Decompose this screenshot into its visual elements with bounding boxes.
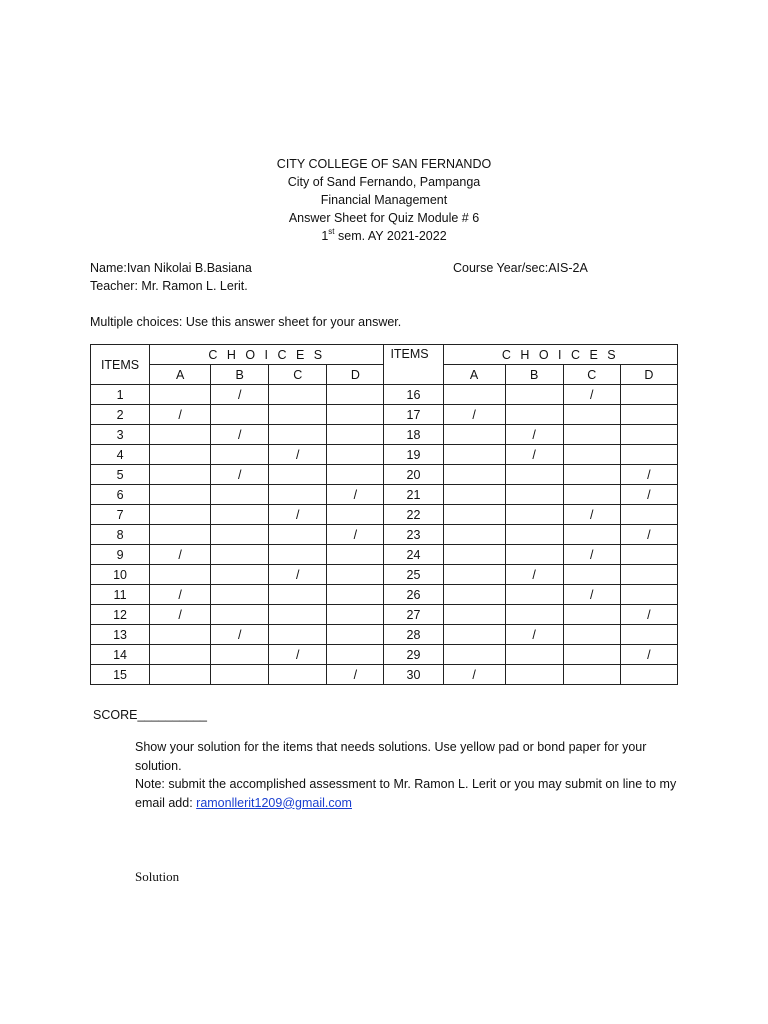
item-number: 29 (384, 645, 443, 665)
answer-mark: / (296, 567, 300, 582)
answer-mark: / (590, 587, 594, 602)
item-number: 16 (384, 385, 443, 405)
item-number: 19 (384, 445, 443, 465)
answer-mark: / (237, 627, 242, 642)
answer-cell-d[interactable] (327, 625, 384, 645)
item-number: 7 (91, 505, 150, 525)
answer-cell-d[interactable] (327, 465, 384, 485)
item-number: 26 (384, 585, 443, 605)
table-row (91, 385, 678, 405)
score-line: SCORE__________ (93, 708, 207, 722)
answer-cell-d[interactable] (327, 605, 384, 625)
table-row (91, 565, 678, 585)
answer-cell-c[interactable] (269, 425, 327, 445)
answer-cell-d[interactable] (620, 505, 677, 525)
item-number: 8 (91, 525, 150, 545)
answer-cell-d[interactable] (620, 605, 677, 625)
table-row (91, 425, 678, 445)
answer-cell-c[interactable] (269, 405, 327, 425)
answer-cell-a[interactable] (150, 485, 211, 505)
solution-instructions: Show your solution for the items that needs solutions. Use yellow pad or bond paper for your solution. (135, 740, 647, 773)
item-number: 9 (91, 545, 150, 565)
answer-cell-c[interactable] (269, 545, 327, 565)
answer-cell-a[interactable] (150, 565, 211, 585)
course-subject: Financial Management (320, 193, 448, 207)
answer-cell-d[interactable] (620, 585, 677, 605)
answer-cell-c[interactable] (563, 605, 620, 625)
solution-label: Solution (135, 869, 180, 884)
answer-cell-b[interactable] (211, 505, 269, 525)
answer-cell-a[interactable] (150, 505, 211, 525)
answer-cell-b[interactable] (211, 445, 269, 465)
document-header (0, 155, 768, 245)
answer-cell-a[interactable] (150, 425, 211, 445)
answer-cell-b[interactable] (505, 625, 563, 645)
table-row (91, 605, 678, 625)
answer-mark: / (178, 607, 182, 622)
answer-cell-d[interactable] (620, 425, 677, 445)
answer-mark: / (532, 627, 536, 642)
answer-cell-b[interactable] (211, 625, 269, 645)
answer-cell-a[interactable] (443, 385, 505, 405)
answer-cell-b[interactable] (505, 425, 563, 445)
answer-cell-d[interactable] (620, 485, 677, 505)
choice-letter: D (327, 365, 384, 385)
answer-mark: / (178, 547, 182, 562)
answer-cell-b[interactable] (505, 605, 563, 625)
answer-mark: / (178, 587, 182, 602)
answer-cell-c[interactable] (269, 645, 327, 665)
answer-cell-a[interactable] (443, 505, 505, 525)
answer-cell-d[interactable] (620, 665, 677, 685)
answer-cell-b[interactable] (505, 445, 563, 465)
table-header-row (91, 345, 678, 365)
answer-cell-b[interactable] (505, 465, 563, 485)
answer-cell-d[interactable] (620, 525, 677, 545)
answer-cell-a[interactable] (443, 645, 505, 665)
item-number: 23 (384, 525, 443, 545)
table-row (91, 665, 678, 685)
answer-cell-c[interactable] (269, 505, 327, 525)
answer-cell-d[interactable] (327, 565, 384, 585)
choice-letter: C (563, 365, 620, 385)
answer-cell-a[interactable] (443, 545, 505, 565)
item-number: 5 (91, 465, 150, 485)
answer-cell-d[interactable] (327, 525, 384, 545)
answer-cell-d[interactable] (620, 545, 677, 565)
answer-cell-c[interactable] (563, 405, 620, 425)
table-row (91, 465, 678, 485)
student-name: Name:Ivan Nikolai B.Basiana (90, 261, 252, 275)
item-number: 10 (91, 565, 150, 585)
teacher-name: Teacher: Mr. Ramon L. Lerit. (90, 279, 248, 293)
answer-cell-a[interactable] (150, 385, 211, 405)
answer-cell-a[interactable] (150, 465, 211, 485)
answer-mark: / (647, 487, 651, 502)
items-header-right: ITEMS (384, 345, 443, 385)
semester-year: sem. AY 2021-2022 (334, 229, 447, 243)
answer-cell-c[interactable] (269, 565, 327, 585)
answer-cell-a[interactable] (443, 485, 505, 505)
answer-mark: / (472, 407, 476, 422)
item-number: 20 (384, 465, 443, 485)
answer-mark: / (590, 547, 594, 562)
answer-cell-a[interactable] (443, 525, 505, 545)
answer-cell-b[interactable] (211, 665, 269, 685)
answer-cell-c[interactable] (269, 605, 327, 625)
answer-cell-d[interactable] (327, 405, 384, 425)
answer-cell-d[interactable] (327, 445, 384, 465)
answer-cell-d[interactable] (620, 405, 677, 425)
answer-cell-d[interactable] (327, 645, 384, 665)
items-header-left: ITEMS (91, 345, 150, 385)
answer-cell-c[interactable] (269, 385, 327, 405)
answer-cell-c[interactable] (269, 485, 327, 505)
answer-cell-c[interactable] (563, 665, 620, 685)
answer-mark: / (590, 507, 594, 522)
answer-cell-c[interactable] (563, 525, 620, 545)
answer-cell-d[interactable] (327, 385, 384, 405)
table-row (91, 405, 678, 425)
submission-note-text: Note: submit the accomplished assessment to Mr. Ramon L. Lerit or you may submit on line to my email add: (135, 777, 677, 810)
answer-cell-b[interactable] (505, 585, 563, 605)
answer-cell-a[interactable] (150, 405, 211, 425)
answer-cell-c[interactable] (563, 385, 620, 405)
answer-cell-c[interactable] (563, 545, 620, 565)
answer-cell-b[interactable] (211, 465, 269, 485)
answer-cell-a[interactable] (443, 425, 505, 445)
item-number: 18 (384, 425, 443, 445)
answer-cell-d[interactable] (620, 445, 677, 465)
item-number: 22 (384, 505, 443, 525)
answer-cell-d[interactable] (327, 665, 384, 685)
answer-cell-c[interactable] (563, 565, 620, 585)
answer-mark: / (532, 427, 536, 442)
answer-cell-d[interactable] (327, 505, 384, 525)
item-number: 25 (384, 565, 443, 585)
table-row (91, 525, 678, 545)
answer-cell-a[interactable] (443, 565, 505, 585)
answer-mark: / (532, 447, 536, 462)
answer-cell-d[interactable] (327, 485, 384, 505)
choice-letter: C (269, 365, 327, 385)
answer-cell-b[interactable] (505, 665, 563, 685)
answer-cell-c[interactable] (269, 465, 327, 485)
answer-cell-c[interactable] (269, 525, 327, 545)
answer-mark: / (472, 667, 476, 682)
answer-cell-b[interactable] (211, 565, 269, 585)
answer-cell-c[interactable] (563, 445, 620, 465)
answer-cell-c[interactable] (269, 625, 327, 645)
item-number: 12 (91, 605, 150, 625)
answer-cell-a[interactable] (150, 545, 211, 565)
answer-cell-b[interactable] (211, 585, 269, 605)
answer-cell-b[interactable] (211, 525, 269, 545)
answer-cell-c[interactable] (563, 505, 620, 525)
semester-ordinal: st (328, 226, 335, 236)
item-number: 2 (91, 405, 150, 425)
answer-cell-b[interactable] (505, 485, 563, 505)
choice-letter: A (443, 365, 505, 385)
submission-note (135, 775, 695, 812)
table-row (91, 625, 678, 645)
answer-cell-a[interactable] (443, 585, 505, 605)
answer-mark: / (296, 447, 300, 462)
answer-cell-c[interactable] (269, 665, 327, 685)
answer-mark: / (647, 527, 651, 542)
sheet-title: Answer Sheet for Quiz Module # 6 (288, 211, 480, 225)
answer-cell-a[interactable] (150, 525, 211, 545)
answer-mark: / (237, 427, 242, 442)
choice-letter: D (620, 365, 677, 385)
email-link[interactable]: ramonllerit1209@gmail.com (196, 795, 352, 810)
answer-cell-b[interactable] (505, 505, 563, 525)
table-row (91, 445, 678, 465)
answer-mark: / (178, 407, 182, 422)
college-address: City of Sand Fernando, Pampanga (287, 175, 481, 189)
item-number: 13 (91, 625, 150, 645)
answer-cell-a[interactable] (150, 665, 211, 685)
answer-cell-b[interactable] (505, 565, 563, 585)
answer-mark: / (647, 607, 651, 622)
answer-cell-b[interactable] (505, 525, 563, 545)
answer-cell-d[interactable] (620, 625, 677, 645)
answer-cell-d[interactable] (620, 385, 677, 405)
item-number: 6 (91, 485, 150, 505)
answer-mark: / (296, 647, 300, 662)
item-number: 21 (384, 485, 443, 505)
answer-cell-a[interactable] (443, 445, 505, 465)
answer-cell-d[interactable] (327, 585, 384, 605)
college-name: CITY COLLEGE OF SAN FERNANDO (276, 157, 492, 171)
item-number: 11 (91, 585, 150, 605)
answer-mark: / (532, 567, 536, 582)
answer-cell-c[interactable] (563, 625, 620, 645)
choice-letter: A (150, 365, 211, 385)
answer-cell-b[interactable] (505, 645, 563, 665)
answer-cell-c[interactable] (563, 485, 620, 505)
answer-mark: / (237, 387, 242, 402)
choices-header-right: C H O I C E S (443, 345, 677, 365)
answer-cell-b[interactable] (505, 545, 563, 565)
table-row (91, 645, 678, 665)
answer-cell-d[interactable] (327, 545, 384, 565)
answer-cell-a[interactable] (150, 445, 211, 465)
item-number: 30 (384, 665, 443, 685)
table-row (91, 545, 678, 565)
answer-cell-c[interactable] (269, 585, 327, 605)
course-year-section: Course Year/sec:AIS-2A (453, 261, 588, 275)
item-number: 24 (384, 545, 443, 565)
answer-cell-b[interactable] (211, 605, 269, 625)
answer-mark: / (353, 487, 358, 502)
answer-mark: / (353, 667, 358, 682)
table-row (91, 485, 678, 505)
answer-cell-a[interactable] (443, 405, 505, 425)
answer-mark: / (296, 507, 300, 522)
answer-cell-b[interactable] (211, 425, 269, 445)
answer-cell-a[interactable] (150, 605, 211, 625)
answer-mark: / (647, 467, 651, 482)
choice-letter: B (211, 365, 269, 385)
answer-mark: / (590, 387, 594, 402)
item-number: 15 (91, 665, 150, 685)
answer-cell-b[interactable] (211, 385, 269, 405)
answer-cell-c[interactable] (563, 645, 620, 665)
answer-cell-a[interactable] (150, 625, 211, 645)
item-number: 27 (384, 605, 443, 625)
item-number: 1 (91, 385, 150, 405)
answer-cell-a[interactable] (150, 645, 211, 665)
answer-cell-c[interactable] (563, 425, 620, 445)
answer-mark: / (353, 527, 358, 542)
semester-line (0, 227, 768, 245)
answer-cell-d[interactable] (620, 645, 677, 665)
answer-cell-a[interactable] (443, 625, 505, 645)
answer-cell-a[interactable] (150, 585, 211, 605)
answer-mark: / (237, 467, 242, 482)
answer-cell-a[interactable] (443, 465, 505, 485)
item-number: 17 (384, 405, 443, 425)
answer-cell-b[interactable] (211, 405, 269, 425)
item-number: 14 (91, 645, 150, 665)
item-number: 28 (384, 625, 443, 645)
answer-cell-c[interactable] (563, 465, 620, 485)
answer-mark: / (647, 647, 651, 662)
answer-cell-b[interactable] (505, 405, 563, 425)
semester-number: 1 (321, 229, 329, 243)
instructions: Multiple choices: Use this answer sheet for your answer. (90, 315, 402, 329)
answer-cell-d[interactable] (327, 425, 384, 445)
item-number: 4 (91, 445, 150, 465)
answer-cell-d[interactable] (620, 465, 677, 485)
answer-cell-b[interactable] (505, 385, 563, 405)
answer-cell-b[interactable] (211, 645, 269, 665)
answer-cell-d[interactable] (620, 565, 677, 585)
answer-cell-a[interactable] (443, 665, 505, 685)
table-row (91, 585, 678, 605)
choice-letter: B (505, 365, 563, 385)
answer-cell-a[interactable] (443, 605, 505, 625)
choices-header-left: C H O I C E S (150, 345, 384, 365)
answer-cell-b[interactable] (211, 485, 269, 505)
answer-table (90, 344, 678, 685)
answer-cell-b[interactable] (211, 545, 269, 565)
item-number: 3 (91, 425, 150, 445)
answer-cell-c[interactable] (269, 445, 327, 465)
table-row (91, 505, 678, 525)
answer-cell-c[interactable] (563, 585, 620, 605)
